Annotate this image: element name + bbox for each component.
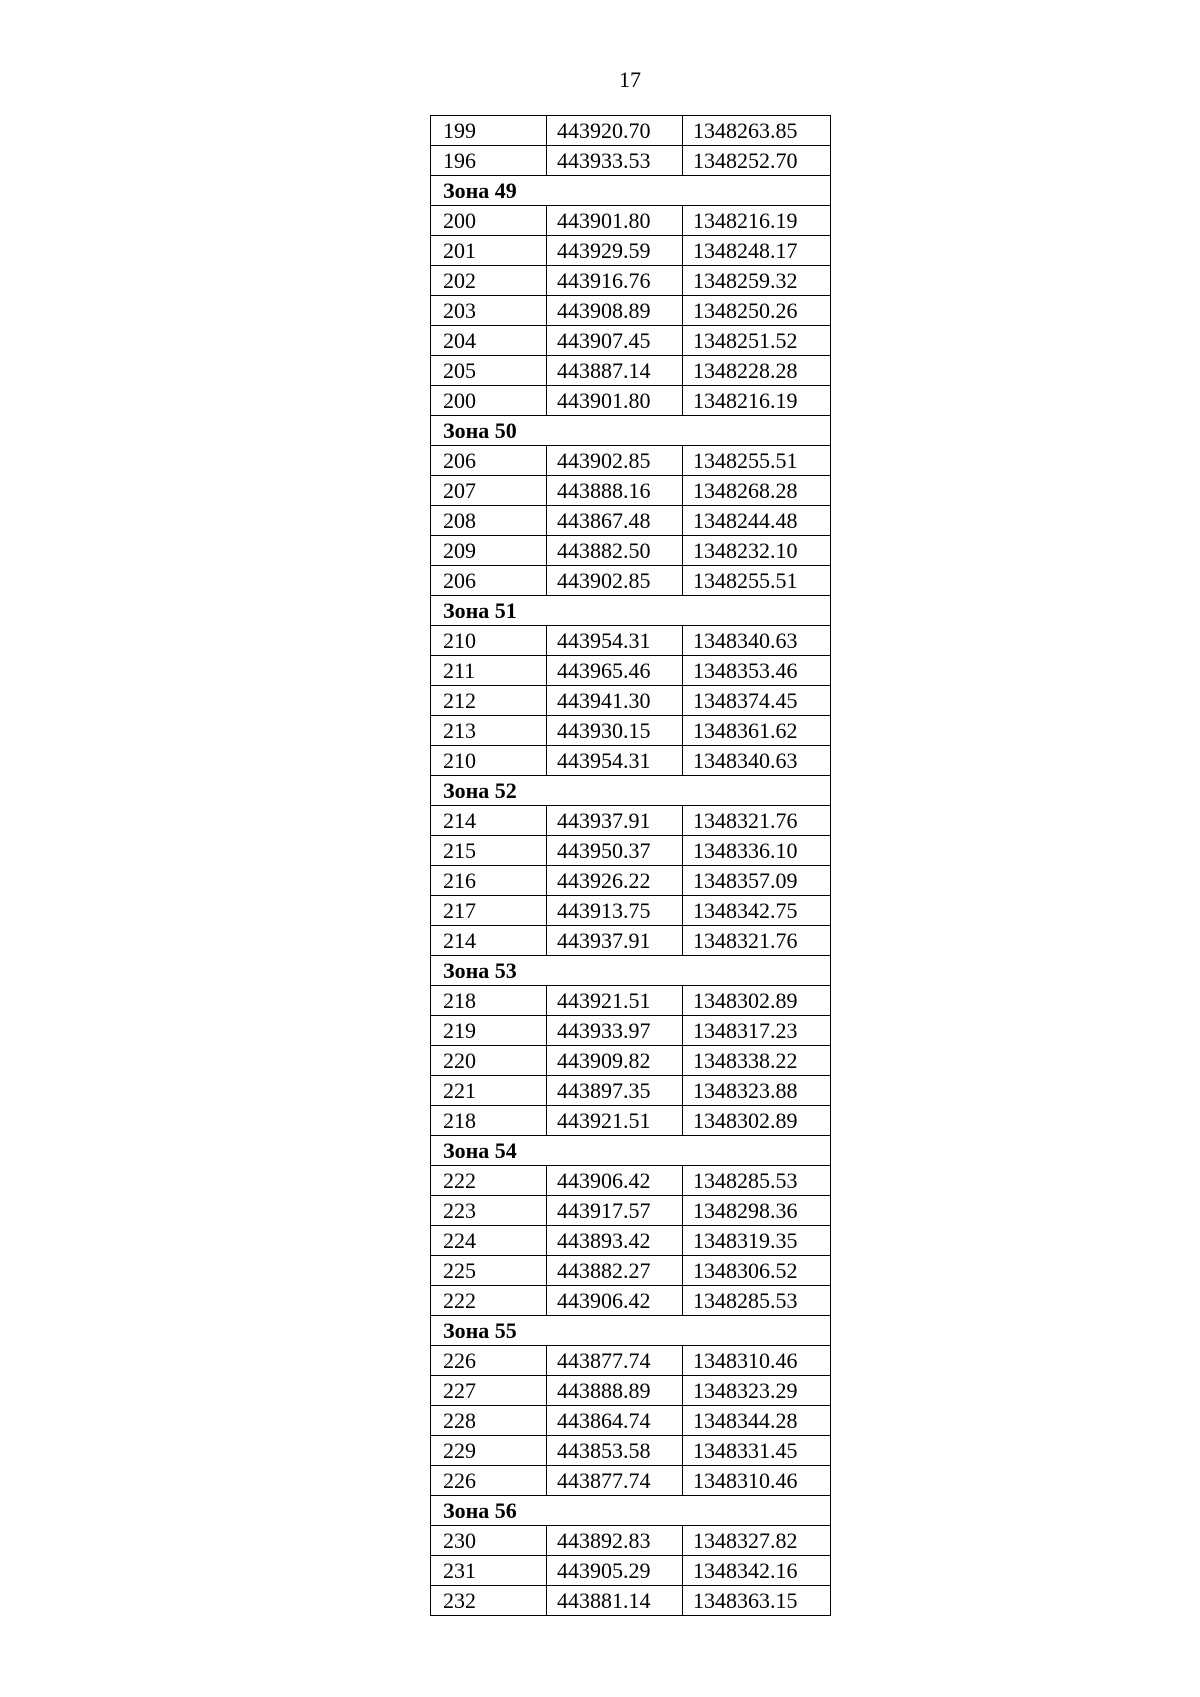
page-number: 17 — [619, 67, 641, 92]
table-row — [431, 1376, 831, 1406]
point-id-cell: 228 — [431, 1406, 547, 1436]
table-row — [431, 386, 831, 416]
table-row — [431, 326, 831, 356]
y-coordinate-cell: 1348323.29 — [683, 1376, 831, 1406]
y-coordinate-cell: 1348340.63 — [683, 626, 831, 656]
y-coordinate-cell: 1348327.82 — [683, 1526, 831, 1556]
table-row — [431, 746, 831, 776]
table-row — [431, 476, 831, 506]
point-id-cell: 225 — [431, 1256, 547, 1286]
table-row — [431, 446, 831, 476]
x-coordinate-cell: 443913.75 — [547, 896, 683, 926]
x-coordinate-cell: 443888.16 — [547, 476, 683, 506]
table-row — [431, 806, 831, 836]
x-coordinate-cell: 443905.29 — [547, 1556, 683, 1586]
x-coordinate-cell: 443902.85 — [547, 566, 683, 596]
x-coordinate-cell: 443864.74 — [547, 1406, 683, 1436]
x-coordinate-cell: 443882.50 — [547, 536, 683, 566]
x-coordinate-cell: 443881.14 — [547, 1586, 683, 1616]
point-id-cell: 209 — [431, 536, 547, 566]
x-coordinate-cell: 443902.85 — [547, 446, 683, 476]
y-coordinate-cell: 1348251.52 — [683, 326, 831, 356]
y-coordinate-cell: 1348321.76 — [683, 806, 831, 836]
table-row — [431, 1286, 831, 1316]
point-id-cell: 205 — [431, 356, 547, 386]
x-coordinate-cell: 443930.15 — [547, 716, 683, 746]
zone-label: Зона 52 — [431, 776, 831, 806]
table-row — [431, 1046, 831, 1076]
y-coordinate-cell: 1348340.63 — [683, 746, 831, 776]
point-id-cell: 230 — [431, 1526, 547, 1556]
y-coordinate-cell: 1348353.46 — [683, 656, 831, 686]
y-coordinate-cell: 1348306.52 — [683, 1256, 831, 1286]
table-row — [431, 566, 831, 596]
point-id-cell: 212 — [431, 686, 547, 716]
x-coordinate-cell: 443906.42 — [547, 1286, 683, 1316]
table-row — [431, 206, 831, 236]
point-id-cell: 201 — [431, 236, 547, 266]
zone-header-row — [431, 956, 831, 986]
coordinates-table-body — [431, 116, 831, 1616]
zone-label: Зона 54 — [431, 1136, 831, 1166]
zone-header-row — [431, 176, 831, 206]
zone-label: Зона 50 — [431, 416, 831, 446]
table-row — [431, 716, 831, 746]
table-row — [431, 1556, 831, 1586]
table-row — [431, 146, 831, 176]
y-coordinate-cell: 1348268.28 — [683, 476, 831, 506]
x-coordinate-cell: 443926.22 — [547, 866, 683, 896]
x-coordinate-cell: 443937.91 — [547, 926, 683, 956]
point-id-cell: 203 — [431, 296, 547, 326]
point-id-cell: 218 — [431, 1106, 547, 1136]
zone-header-row — [431, 1136, 831, 1166]
table-row — [431, 116, 831, 146]
table-row — [431, 1436, 831, 1466]
y-coordinate-cell: 1348298.36 — [683, 1196, 831, 1226]
x-coordinate-cell: 443917.57 — [547, 1196, 683, 1226]
table-row — [431, 1076, 831, 1106]
zone-header-row — [431, 596, 831, 626]
table-row — [431, 1166, 831, 1196]
point-id-cell: 226 — [431, 1346, 547, 1376]
y-coordinate-cell: 1348259.32 — [683, 266, 831, 296]
table-row — [431, 236, 831, 266]
x-coordinate-cell: 443887.14 — [547, 356, 683, 386]
x-coordinate-cell: 443882.27 — [547, 1256, 683, 1286]
x-coordinate-cell: 443965.46 — [547, 656, 683, 686]
table-row — [431, 266, 831, 296]
y-coordinate-cell: 1348302.89 — [683, 1106, 831, 1136]
x-coordinate-cell: 443907.45 — [547, 326, 683, 356]
point-id-cell: 210 — [431, 626, 547, 656]
x-coordinate-cell: 443950.37 — [547, 836, 683, 866]
point-id-cell: 218 — [431, 986, 547, 1016]
x-coordinate-cell: 443954.31 — [547, 626, 683, 656]
point-id-cell: 214 — [431, 806, 547, 836]
x-coordinate-cell: 443954.31 — [547, 746, 683, 776]
point-id-cell: 226 — [431, 1466, 547, 1496]
table-row — [431, 986, 831, 1016]
zone-label: Зона 53 — [431, 956, 831, 986]
table-row — [431, 1016, 831, 1046]
table-row — [431, 1466, 831, 1496]
table-row — [431, 836, 831, 866]
y-coordinate-cell: 1348255.51 — [683, 446, 831, 476]
table-row — [431, 866, 831, 896]
table-row — [431, 926, 831, 956]
point-id-cell: 206 — [431, 446, 547, 476]
zone-header-row — [431, 1496, 831, 1526]
x-coordinate-cell: 443901.80 — [547, 386, 683, 416]
x-coordinate-cell: 443916.76 — [547, 266, 683, 296]
y-coordinate-cell: 1348310.46 — [683, 1346, 831, 1376]
point-id-cell: 217 — [431, 896, 547, 926]
y-coordinate-cell: 1348248.17 — [683, 236, 831, 266]
point-id-cell: 213 — [431, 716, 547, 746]
x-coordinate-cell: 443877.74 — [547, 1346, 683, 1376]
table-row — [431, 356, 831, 386]
zone-label: Зона 55 — [431, 1316, 831, 1346]
table-row — [431, 896, 831, 926]
point-id-cell: 196 — [431, 146, 547, 176]
y-coordinate-cell: 1348285.53 — [683, 1166, 831, 1196]
x-coordinate-cell: 443892.83 — [547, 1526, 683, 1556]
x-coordinate-cell: 443933.53 — [547, 146, 683, 176]
point-id-cell: 202 — [431, 266, 547, 296]
point-id-cell: 207 — [431, 476, 547, 506]
y-coordinate-cell: 1348244.48 — [683, 506, 831, 536]
x-coordinate-cell: 443901.80 — [547, 206, 683, 236]
zone-label: Зона 49 — [431, 176, 831, 206]
point-id-cell: 210 — [431, 746, 547, 776]
point-id-cell: 208 — [431, 506, 547, 536]
y-coordinate-cell: 1348331.45 — [683, 1436, 831, 1466]
table-row — [431, 1406, 831, 1436]
x-coordinate-cell: 443888.89 — [547, 1376, 683, 1406]
y-coordinate-cell: 1348357.09 — [683, 866, 831, 896]
table-row — [431, 1256, 831, 1286]
y-coordinate-cell: 1348342.16 — [683, 1556, 831, 1586]
table-row — [431, 686, 831, 716]
point-id-cell: 229 — [431, 1436, 547, 1466]
y-coordinate-cell: 1348285.53 — [683, 1286, 831, 1316]
y-coordinate-cell: 1348228.28 — [683, 356, 831, 386]
point-id-cell: 222 — [431, 1166, 547, 1196]
point-id-cell: 227 — [431, 1376, 547, 1406]
x-coordinate-cell: 443920.70 — [547, 116, 683, 146]
x-coordinate-cell: 443929.59 — [547, 236, 683, 266]
y-coordinate-cell: 1348232.10 — [683, 536, 831, 566]
point-id-cell: 204 — [431, 326, 547, 356]
x-coordinate-cell: 443921.51 — [547, 986, 683, 1016]
x-coordinate-cell: 443877.74 — [547, 1466, 683, 1496]
point-id-cell: 199 — [431, 116, 547, 146]
x-coordinate-cell: 443897.35 — [547, 1076, 683, 1106]
x-coordinate-cell: 443853.58 — [547, 1436, 683, 1466]
zone-label: Зона 51 — [431, 596, 831, 626]
x-coordinate-cell: 443909.82 — [547, 1046, 683, 1076]
x-coordinate-cell: 443933.97 — [547, 1016, 683, 1046]
y-coordinate-cell: 1348250.26 — [683, 296, 831, 326]
zone-label: Зона 56 — [431, 1496, 831, 1526]
table-row — [431, 1106, 831, 1136]
y-coordinate-cell: 1348255.51 — [683, 566, 831, 596]
y-coordinate-cell: 1348344.28 — [683, 1406, 831, 1436]
y-coordinate-cell: 1348310.46 — [683, 1466, 831, 1496]
table-row — [431, 626, 831, 656]
table-row — [431, 1586, 831, 1616]
y-coordinate-cell: 1348338.22 — [683, 1046, 831, 1076]
y-coordinate-cell: 1348216.19 — [683, 386, 831, 416]
y-coordinate-cell: 1348363.15 — [683, 1586, 831, 1616]
point-id-cell: 232 — [431, 1586, 547, 1616]
x-coordinate-cell: 443908.89 — [547, 296, 683, 326]
point-id-cell: 211 — [431, 656, 547, 686]
point-id-cell: 224 — [431, 1226, 547, 1256]
y-coordinate-cell: 1348216.19 — [683, 206, 831, 236]
x-coordinate-cell: 443937.91 — [547, 806, 683, 836]
y-coordinate-cell: 1348342.75 — [683, 896, 831, 926]
point-id-cell: 219 — [431, 1016, 547, 1046]
table-row — [431, 536, 831, 566]
table-row — [431, 1226, 831, 1256]
y-coordinate-cell: 1348319.35 — [683, 1226, 831, 1256]
x-coordinate-cell: 443893.42 — [547, 1226, 683, 1256]
y-coordinate-cell: 1348263.85 — [683, 116, 831, 146]
x-coordinate-cell: 443941.30 — [547, 686, 683, 716]
point-id-cell: 200 — [431, 206, 547, 236]
y-coordinate-cell: 1348323.88 — [683, 1076, 831, 1106]
table-row — [431, 656, 831, 686]
zone-header-row — [431, 776, 831, 806]
point-id-cell: 206 — [431, 566, 547, 596]
point-id-cell: 216 — [431, 866, 547, 896]
zone-header-row — [431, 416, 831, 446]
y-coordinate-cell: 1348361.62 — [683, 716, 831, 746]
point-id-cell: 231 — [431, 1556, 547, 1586]
point-id-cell: 222 — [431, 1286, 547, 1316]
table-row — [431, 506, 831, 536]
y-coordinate-cell: 1348336.10 — [683, 836, 831, 866]
table-row — [431, 296, 831, 326]
point-id-cell: 200 — [431, 386, 547, 416]
point-id-cell: 215 — [431, 836, 547, 866]
point-id-cell: 214 — [431, 926, 547, 956]
y-coordinate-cell: 1348302.89 — [683, 986, 831, 1016]
point-id-cell: 223 — [431, 1196, 547, 1226]
coordinates-table — [430, 115, 831, 1616]
point-id-cell: 221 — [431, 1076, 547, 1106]
table-row — [431, 1346, 831, 1376]
point-id-cell: 220 — [431, 1046, 547, 1076]
table-row — [431, 1196, 831, 1226]
y-coordinate-cell: 1348374.45 — [683, 686, 831, 716]
zone-header-row — [431, 1316, 831, 1346]
y-coordinate-cell: 1348321.76 — [683, 926, 831, 956]
table-row — [431, 1526, 831, 1556]
y-coordinate-cell: 1348317.23 — [683, 1016, 831, 1046]
x-coordinate-cell: 443867.48 — [547, 506, 683, 536]
x-coordinate-cell: 443921.51 — [547, 1106, 683, 1136]
y-coordinate-cell: 1348252.70 — [683, 146, 831, 176]
x-coordinate-cell: 443906.42 — [547, 1166, 683, 1196]
